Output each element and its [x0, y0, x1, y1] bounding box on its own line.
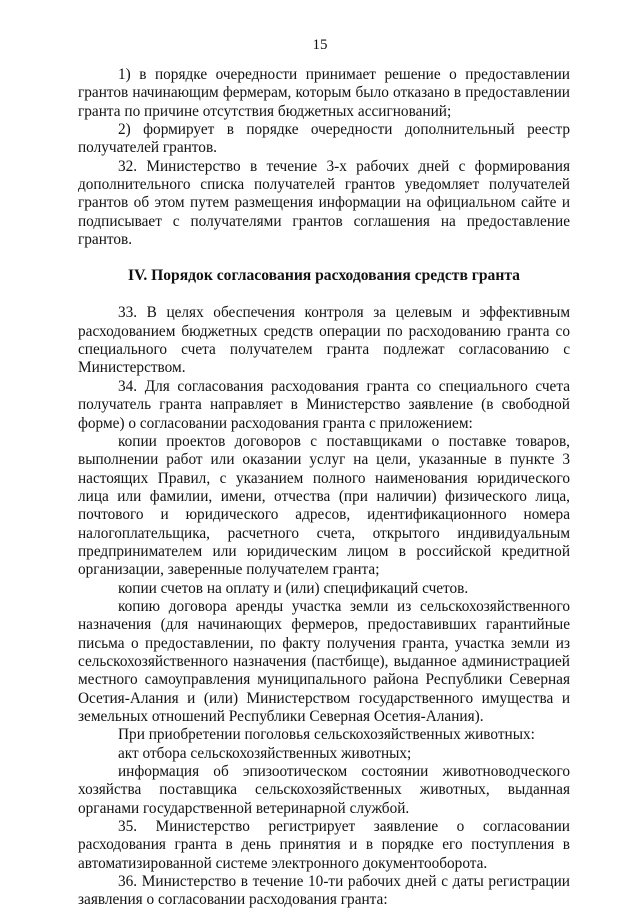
paragraph-34: 34. Для согласования расходования гранта со специального счета получатель гранта направляет в Министерство заявление (в свободной форме) о согласовании расходования гранта с приложением:	[78, 377, 570, 432]
paragraph-32: 32. Министерство в течение 3-х рабочих дней с формирования дополнительного списка получателей грантов уведомляет получателей грантов об этом путем размещения информации на официальном сайте и подписывает с получателями грантов соглашения на предоставление грантов.	[78, 157, 570, 249]
paragraph-livestock-intro: При приобретении поголовья сельскохозяйственных животных:	[118, 726, 535, 744]
document-body	[78, 66, 570, 910]
paragraph-36: 36. Министерство в течение 10-ти рабочих дней с даты регистрации заявления о согласовании расходования гранта:	[78, 873, 570, 909]
paragraph-land-lease: копию договора аренды участка земли из сельскохозяйственного назначения (для начинающих фермеров, предоставивших гарантийные письма о предоставлении, по факту получения гранта, участка земли из сельскохозяйственного назначения (пастбище), выданное администрацией местного самоуправления муниципального района Республики Северная Осетия-Алания и (или) Министерством государственного имущества и земельных отношений Республики Северная Осетия-Алания).	[78, 597, 570, 725]
paragraph-item-2: 2) формирует в порядке очередности дополнительный реестр получателей грантов.	[78, 121, 570, 157]
paragraph-invoice-copies: копии счетов на оплату и (или) спецификаций счетов.	[118, 579, 469, 597]
paragraph-selection-act: акт отбора сельскохозяйственных животных;	[118, 744, 412, 762]
paragraph-item-1: 1) в порядке очередности принимает решение о предоставлении грантов начинающим фермерам, которым было отказано в предоставлении гранта по причине отсутствия бюджетных ассигнований;	[78, 66, 570, 120]
paragraph-epizootic-info: информация об эпизоотическом состоянии животноводческого хозяйства поставщика сельскохозяйственных животных, выданная органами государственной ветеринарной службой.	[78, 763, 570, 817]
paragraph-33: 33. В целях обеспечения контроля за целевым и эффективным расходованием бюджетных средств операции по расходованию гранта со специального счета получателем гранта подлежат согласованию с Министерством.	[78, 304, 570, 377]
paragraph-contract-copies: копии проектов договоров с поставщиками о поставке товаров, выполнении работ или оказании услуг на цели, указанные в пункте 3 настоящих Правил, с указанием полного наименования юридического лица или фамилии, имени, отчества (при наличии) физического лица, почтового и юридического адресов, идентификационного номера налогоплательщика, расчетного счета, открытого индивидуальным предпринимателем или юридическим лицом в российской кредитной организации, заверенные получателем гранта;	[78, 432, 570, 579]
paragraph-35: 35. Министерство регистрирует заявление о согласовании расходования гранта в день принятия и в порядке его поступления в автоматизированной системе электронного документооборота.	[78, 818, 570, 872]
page-number: 15	[312, 37, 328, 53]
section-heading: IV. Порядок согласования расходования средств гранта	[128, 267, 520, 285]
